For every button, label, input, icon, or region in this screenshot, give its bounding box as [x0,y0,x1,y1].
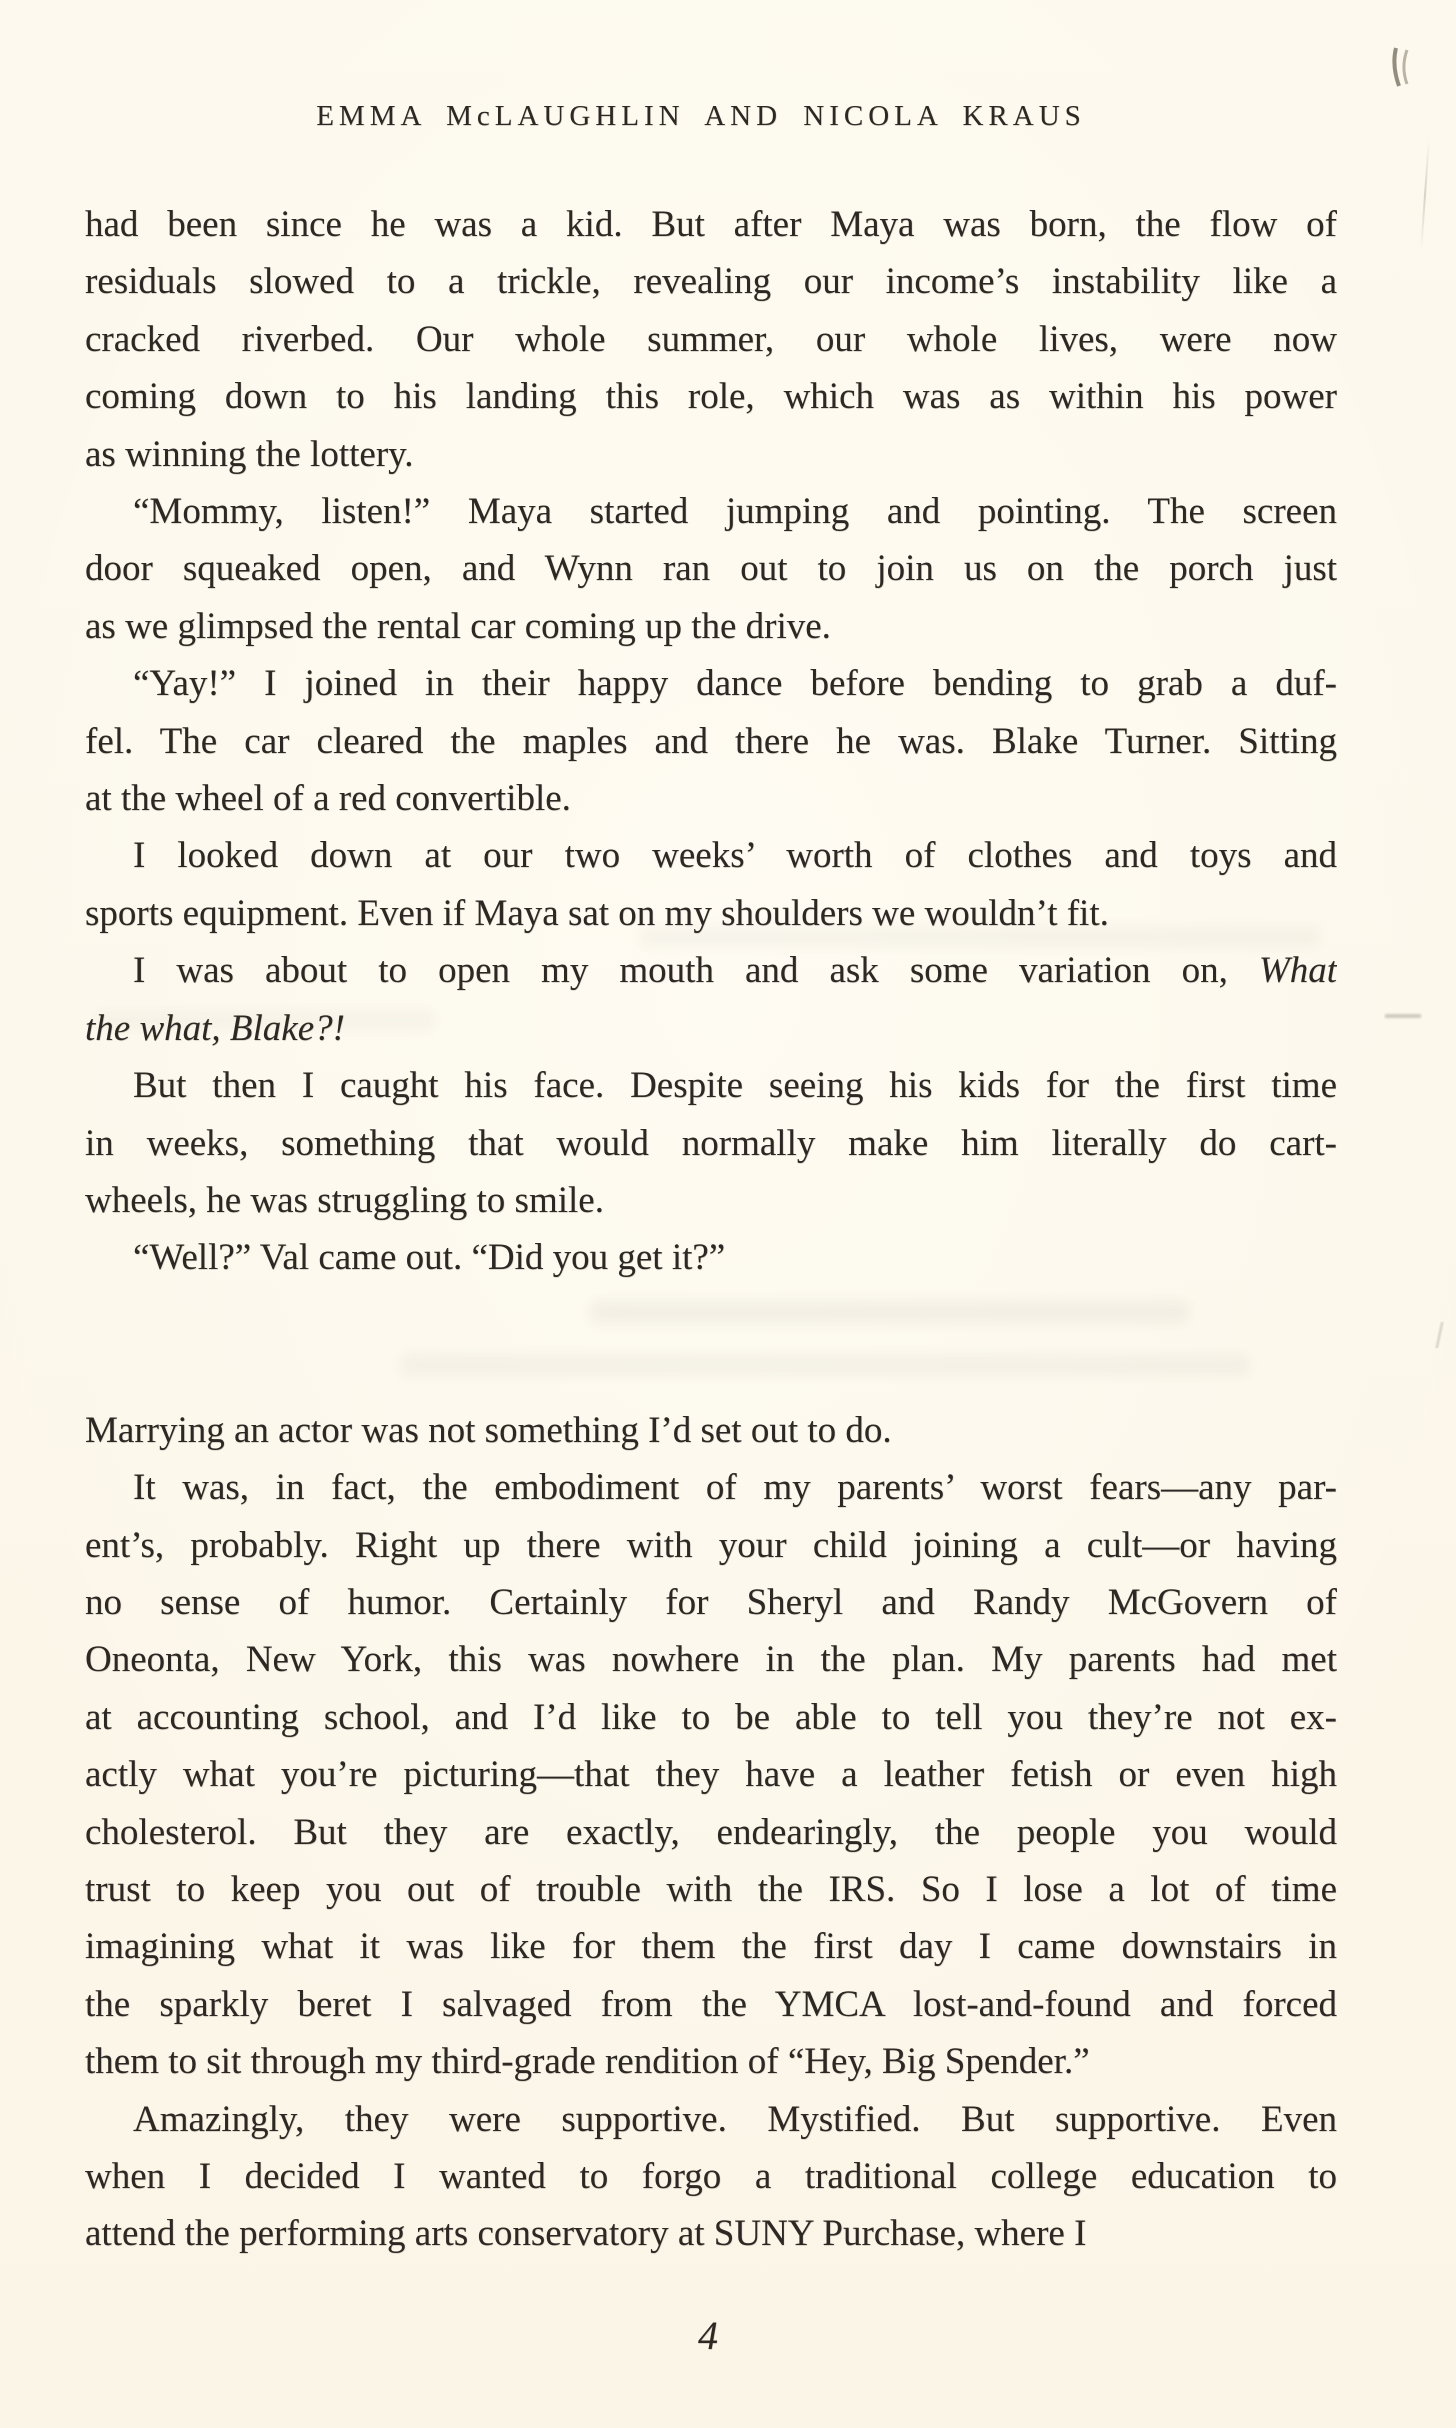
text-line [85,1229,1337,1286]
text-segment: fel. The car cleared the maples and there he was. Blake Turner. Sitting [85,720,1337,762]
text-segment: Amazingly, they were supportive. Mystified. But supportive. Even [133,2098,1337,2140]
text-segment: when I decided I wanted to forgo a traditional college education to [85,2156,1337,2197]
text-segment: door squeaked open, and Wynn ran out to join us on the porch just [85,548,1337,590]
text-line [85,1000,1337,1057]
text-line [85,713,1337,770]
text-segment: as winning the lottery. [85,433,414,475]
text-segment: coming down to his landing this role, which was as within his power [85,376,1337,418]
text-line [85,2091,1337,2148]
text-line [85,2148,1337,2205]
text-line [85,942,1337,999]
text-line [85,598,1337,655]
text-line [85,1115,1337,1172]
scan-smudge-mark [1385,1014,1421,1018]
text-segment: cracked riverbed. Our whole summer, our whole lives, were now [85,318,1337,360]
running-header: EMMA McLAUGHLIN AND NICOLA KRAUS [316,100,1086,132]
text-line [85,426,1337,483]
page-number: 4 [698,2313,718,2358]
text-segment: in weeks, something that would normally make him literally do cart- [85,1122,1337,1164]
italic-text-segment: What [1258,950,1337,992]
text-line [85,196,1337,253]
text-segment: actly what you’re picturing—that they have a leather fetish or even high [85,1754,1337,1796]
paragraph [85,1459,1337,2090]
text-segment: had been since he was a kid. But after Maya was born, the flow of [85,204,1337,245]
text-line [85,1574,1337,1631]
text-line [85,1402,1337,1459]
text-segment: as we glimpsed the rental car coming up the drive. [85,605,831,647]
text-segment: cholesterol. But they are exactly, endearingly, the people you would [85,1811,1337,1853]
text-segment: “Yay!” I joined in their happy dance before bending to grab a duf- [133,663,1337,705]
text-line [85,885,1337,942]
text-line [85,1861,1337,1918]
text-line [85,1517,1337,1574]
paragraph [85,1057,1337,1229]
paragraph [85,942,1337,1057]
text-line [85,1459,1337,1516]
text-segment: ent’s, probably. Right up there with your child joining a cult—or having [85,1524,1337,1566]
text-line [85,483,1337,540]
text-line [85,1746,1337,1803]
text-line [85,770,1337,827]
text-line [85,1804,1337,1861]
text-segment: I was about to open my mouth and ask some variation on, [133,950,1259,992]
text-segment: wheels, he was struggling to smile. [85,1179,604,1221]
text-segment: the sparkly beret I salvaged from the YMCA lost-and-found and forced [85,1983,1337,2025]
text-line [85,1057,1337,1114]
text-segment: “Mommy, listen!” Maya started jumping and pointing. The screen [133,491,1337,533]
text-segment: I looked down at our two weeks’ worth of clothes and toys and [133,835,1337,877]
text-segment: trust to keep you out of trouble with the IRS. So I lose a lot of time [85,1868,1337,1910]
text-line [85,1172,1337,1229]
text-segment: It was, in fact, the embodiment of my parents’ worst fears—any par- [133,1467,1337,1509]
text-segment: them to sit through my third-grade rendition of “Hey, Big Spender.” [85,2041,1090,2083]
text-segment: at the wheel of a red convertible. [85,778,571,820]
text-line [85,368,1337,425]
text-line [85,1631,1337,1688]
text-line [85,1918,1337,1975]
paragraph [85,1402,1337,1459]
text-segment: attend the performing arts conservatory at SUNY Purchase, where I [85,2213,1087,2255]
scan-corner-mark [1388,46,1418,92]
text-line [85,311,1337,368]
text-line [85,827,1337,884]
text-line [85,253,1337,310]
text-segment: residuals slowed to a trickle, revealing our income’s instability like a [85,261,1337,303]
paragraph [85,1229,1337,1286]
text-line [85,540,1337,597]
text-segment: no sense of humor. Certainly for Sheryl and Randy McGovern of [85,1581,1337,1623]
text-segment: Marrying an actor was not something I’d set out to do. [85,1409,892,1451]
text-line [85,655,1337,712]
text-segment: at accounting school, and I’d like to be able to tell you they’re not ex- [85,1696,1337,1738]
text-segment: But then I caught his face. Despite seeing his kids for the first time [133,1065,1337,1107]
text-line [85,1689,1337,1746]
paragraph [85,827,1337,942]
text-line [85,2033,1337,2090]
paragraph [85,483,1337,655]
paragraph [85,2091,1337,2263]
paragraph [85,196,1337,483]
scan-edge-mark [1435,1322,1454,1348]
page-body [85,196,1337,2263]
text-segment: “Well?” Val came out. “Did you get it?” [133,1237,726,1279]
text-segment: Oneonta, New York, this was nowhere in the plan. My parents had met [85,1639,1337,1681]
text-line [85,1976,1337,2033]
italic-text-segment: the what, Blake?! [85,1007,345,1049]
text-segment: imagining what it was like for them the first day I came downstairs in [85,1926,1337,1968]
text-segment: sports equipment. Even if Maya sat on my shoulders we wouldn’t fit. [85,892,1109,934]
text-line [85,2205,1337,2262]
paper-crease [1420,140,1430,250]
paragraph [85,655,1337,827]
